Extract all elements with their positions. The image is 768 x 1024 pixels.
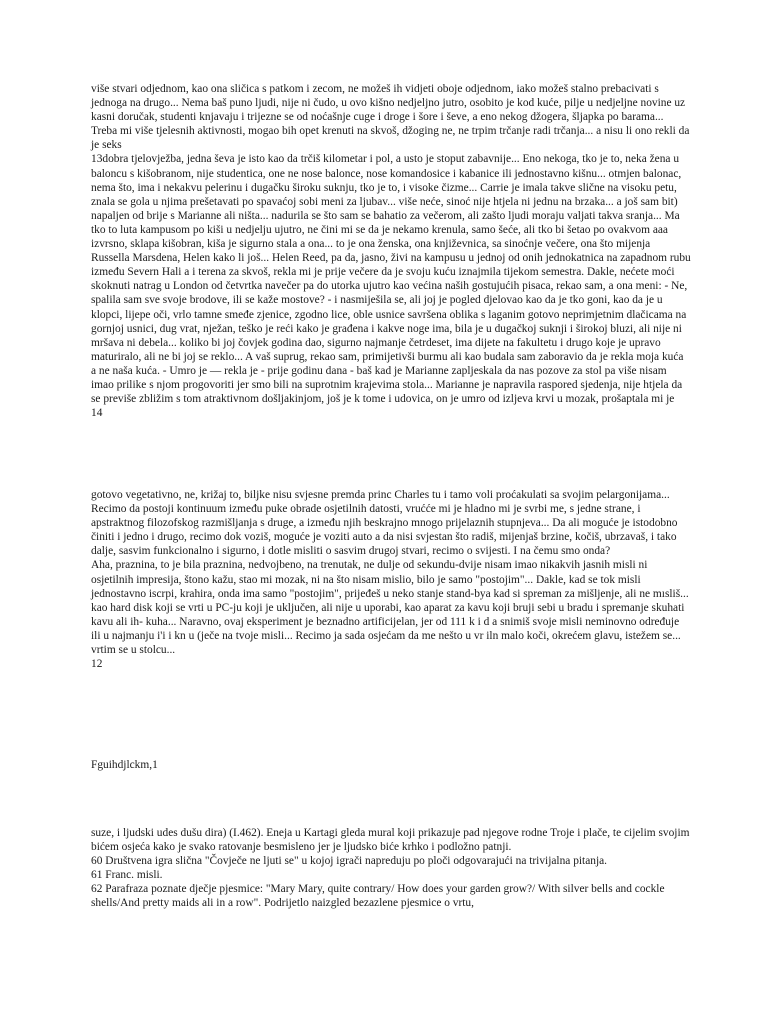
text-block-page-12 bbox=[91, 488, 691, 671]
stray-text-block bbox=[91, 758, 691, 772]
page-number: 12 bbox=[91, 658, 103, 671]
footnote-61: 61 Franc. misli. bbox=[91, 869, 163, 882]
footnote-62: 62 Parafraza poznate dječje pjesmice: "Mary Mary, quite contrary/ How does your garden grow?/ With silver bells and cockle shells/And pretty maids ali in a row". Podrijetlo naizgled bezazlene pjesmice o vrtu, bbox=[91, 883, 665, 910]
paragraph: 13dobra tjelovježba, jedna ševa je isto kao da trčiš kilometar i pol, a usto je stoput zabavnije... Eno nekoga, tko je to, neka žena u baloncu s kišobranom, nije studentica, one ne nose balonce, nose komandosice i kabanice ili jednostavno kišnu... otmjen balonac, nema što, ima i nekakvu pelerinu i dugačku široku suknju, tko je to, i visoke čizme... Carrie je imala takve slične na visoku petu, znala se gola u njima prešetavati po spavaćoj sobi meni za ljubav... više neće, sinoć nije htjela ni jednu na brzaka... a još sam bit) napaljen od brije s Marianne ali ništa... nadurila se što sam se bahatio za večerom, ali zašto ljudi moraju valjati takva sranja... Ma tko to luta kampusom po kiši u nedjelju ujutro, ne čini mi se da je nekamo krenula, samo šeće, ali tko bi šetao po ovakvom aaa izvrsno, sklapa kišobran, kiša je sigurno stala a ona... to je ona ženska, ona književnica, sa sinoćnje večere, ona što mijenja Russella Marsdena, Helen kako li još... Helen Reed, pa da, jasno, živi na kampusu u jednoj od onih jednokatnica na zapadnom rubu između Severn Hali a i terena za skvoš, rekla mi je prije večere da je svoju kuću iznajmila tijekom semestra. Dakle, nećete moći skoknuti natrag u London od četvrtka navečer pa do utorka ujutro kao većina naših gostujućih pisaca, rekao sam, a ona meni: - Ne, spalila sam sve svoje brodove, ili se kaže mostove? - i nasmiješila se, ali joj je pogled djelovao kao da je tko goni, kao da je u klopci, lijepe oči, vrlo tamne smeđe zjenice, zgodno lice, oble usnice savršena oblika s laganim gotovo neprimjetnim dlačicama na gornjoj usnici, dug vrat, nježan, teško je reći kako je građena i kakve noge ima, bila je u dugačkoj suknji i širokoj bluzi, ali nije ni mršava ni debela... koliko bi joj čovjek godina dao, sigurno najmanje četrdeset, ima dijete na fakultetu i drugo koje je upravo maturiralo, ali ne bi joj se reklo... A vaš suprug, rekao sam, primijetivši burmu ali kao budala sam zaboravio da je rekla moja kuća a ne naša kuća. - Umro je — rekla je - prije godinu dana - baš kad je Marianne zapljeskala da nas pozove za stol pa više nisam imao prilike s njom progovoriti jer smo bili na suprotnim krajevima stola... Marianne je napravila raspored sjedenja, nije htjela da se previše zbližim s tom atraktivnom došljakinjom, još je k tome i udovica, on je umro od izljeva krvi u mozak, prošaptala mi je bbox=[91, 153, 691, 406]
paragraph: Aha, praznina, to je bila praznina, nedvojbeno, na trenutak, ne dulje od sekundu-dvije nisam imao nikakvih jasnih misli ni osjetilnih impresija, štono kažu, stao mi mozak, ni na što nisam mislio, bilo je samo "postojim"... Dakle, kad se tok misli jednostavno iscrpi, krahira, onda ima samo "postojim", prijeđeš u neko stanje stand-bya kad si spreman za mišljenje, ali ne mısliš... kao hard disk koji se vrti u PC-ju koji je uključen, ali nije u uporabi, kao aparat za kavu koji bruji sebi u bradu i spremanje skuhati kavu ali ih- kuha... Naravno, ovaj eksperiment je beznadno artificijelan, jer od 111 k i d a snimiš svoje misli neminovno određuje ili u najmanju i'i i kn u (ječe na tvoje misli... Recimo ja sada osjećam da me nešto u vr iln malo koči, okrećem glavu, istežem se... vrtim se u stolcu... bbox=[91, 559, 689, 657]
paragraph: gotovo vegetativno, ne, križaj to, biljke nisu svjesne premda princ Charles tu i tamo voli proćakulati sa svojim pelargonijama... Recimo da postoji kontinuum između puke obrade osjetilnih datosti, vrućće mi je hladno mi je svrbi me, s jedne strane, i apstraktnog filozofskog razmišljanja s druge, a između njih beskrajno mnogo prijelaznih stupnjeva... Da ali moguće je istodobno činiti i jedno i drugo, recimo dok voziš, moguće je voziti auto a da nisi svjestan što radiš, mijenjaš brzine, kočiš, ubrzavaš, i tako dalje, sasvim funkcionalno i sigurno, i dotle misliti o sasvim drugoj stvari, recimo o svijesti. I na čemu smo onda? bbox=[91, 489, 678, 558]
footnotes-block bbox=[91, 826, 691, 911]
paragraph: više stvari odjednom, kao ona sličica s patkom i zecom, ne možeš ih vidjeti oboje odjednom, iako možeš stalno prebacivati s jednoga na drugo... Nema baš puno ljudi, nije ni čudo, u ovo kišno nedjeljno jutro, osobito je kod kuće, pilje u nedjeljne novine uz kasni doručak, studenti knjavaju i trijezne se od noćašnje cuge i droge i šore i ševe, a eno nekog džogera, šljapka po barama... Treba mi više tjelesnih aktivnosti, mogao bih opet krenuti na skvoš, džoging ne, ne trpim trčanje radi trčanja... a nisu li ono rekli da je seks bbox=[91, 83, 690, 152]
stray-text: Fguihdjlckm,1 bbox=[91, 759, 158, 771]
page-number: 14 bbox=[91, 407, 103, 420]
paragraph: suze, i ljudski udes dušu dira) (I.462). Eneja u Kartagi gleda mural koji prikazuje pad njegove rodne Troje i plače, te cijelim svojim bićem osjeća kako je svako ratovanje besmisleno jer je ljudsko biće krhko i podložno patnji. bbox=[91, 827, 690, 854]
footnote-60: 60 Društvena igra slična "Čovječe ne ljuti se" u kojoj igrači napreduju po ploči odgovarajući na trivijalna pitanja. bbox=[91, 855, 608, 868]
text-block-page-14 bbox=[91, 82, 691, 420]
